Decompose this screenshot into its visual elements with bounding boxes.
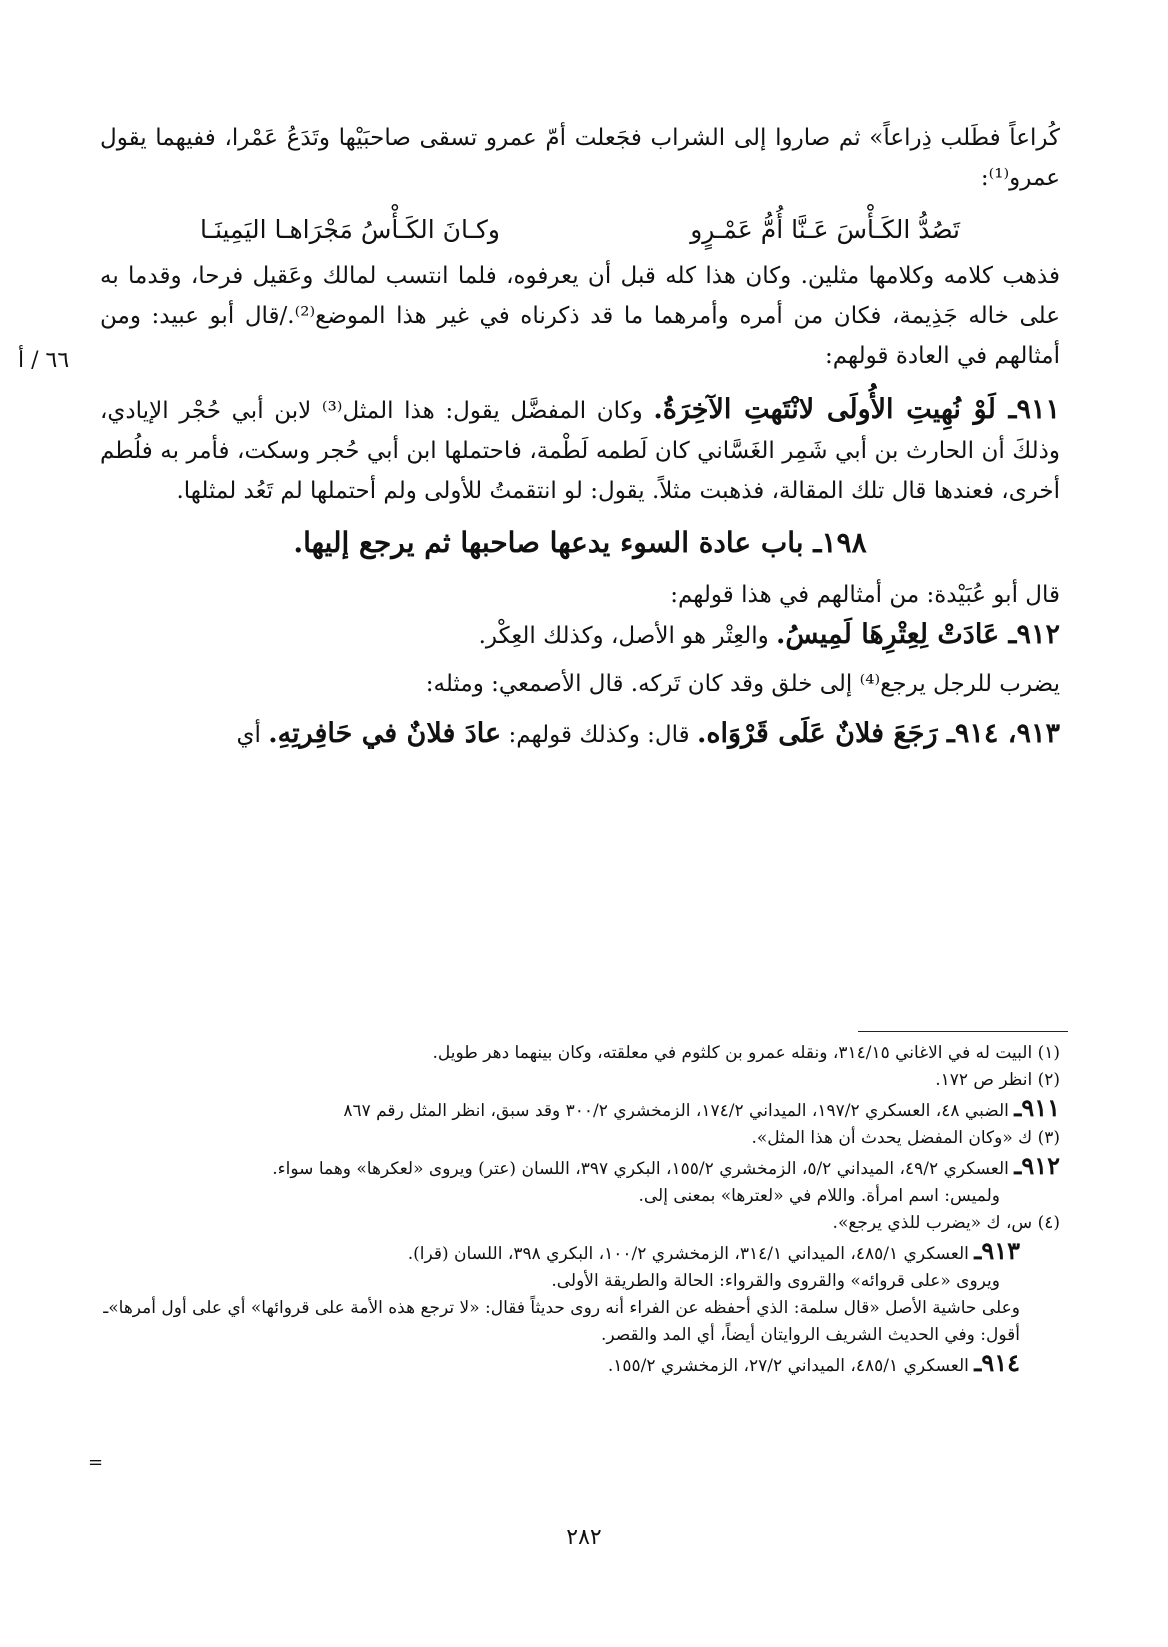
footnote-entry-number: ٩١٤ـ bbox=[974, 1348, 1020, 1377]
entry-912-text: والعِتْر هو الأصل، وكذلك العِكْر. bbox=[478, 623, 769, 649]
footnote-entry-text: العسكري ٤٨٥/١، الميداني ٣١٤/١، الزمخشري ١٠٠/٢، البكري ٣٩٨، اللسان (قرا). bbox=[407, 1244, 969, 1264]
footnote-continuation: ولميس: اسم امرأة. واللام في «لعترها» بمعنى إلى. bbox=[638, 1186, 1000, 1206]
footnote-entry-text: الضبي ٤٨، العسكري ١٩٧/٢، الميداني ١٧٤/٢، الزمخشري ٣٠٠/٢ وقد سبق، انظر المثل رقم ٨٦٧ bbox=[343, 1101, 1009, 1121]
margin-folio-note: ٦٦ / أ bbox=[18, 348, 70, 373]
entry-913-proverb: ٩١٣، ٩١٤ـ رَجَعَ فلانٌ عَلَى قَرْوَاه. bbox=[696, 718, 1060, 749]
footnote: (٤) س، ك «يضرب للذي يرجع». bbox=[832, 1213, 1060, 1233]
entry-913-914 bbox=[100, 714, 1060, 755]
continuation-mark: = bbox=[88, 1452, 104, 1473]
footnote-entry-text: العسكري ٤٩/٢، الميداني ٥/٢، الزمخشري ١٥٥/٢، البكري ٣٩٧، اللسان (عتر) ويروى «لعكرها» وهما سواء. bbox=[272, 1159, 1009, 1179]
footnote-entry bbox=[100, 1152, 1060, 1183]
entry-912-proverb: ٩١٢ـ عَادَتْ لِعِتْرِهَا لَمِيسُ. bbox=[776, 619, 1060, 650]
footnote-entry-number: ٩١١ـ bbox=[1014, 1093, 1060, 1122]
entry-913-text: قال: وكذلك قولهم: bbox=[508, 722, 690, 748]
entry-911-text: وكان المفضَّل يقول: هذا المثل⁽³⁾ لابن أبي حُجْر الإيادي، وذلكَ أن الحارث بن أبي شَمِر الغَسَّاني كان لَطمه لَطْمة، فاحتملها ابن أبي حُجر وسكت، فأمر به فلُطم أخرى، فعندها قال تلك المقالة، فذهبت مثلاً. يقول: لو انتقمتُ للأولى ولم أحتملها لم تَعُد لمثلها. bbox=[100, 398, 1060, 504]
poem-verse bbox=[200, 210, 960, 250]
paragraph-3: قال أبو عُبَيْدة: من أمثالهم في هذا قولهم: bbox=[670, 582, 1060, 608]
paragraph-1: كُراعاً فطَلب ذِراعاً» ثم صاروا إلى الشراب فجَعلت أمّ عمرو تسقى صاحبَيْها وتَدَعُ عَمْرا، ففيهما يقول عمرو⁽¹⁾: bbox=[100, 125, 1060, 191]
paragraph-2: فذهب كلامه وكلامها مثلين. وكان هذا كله قبل أن يعرفوه، فلما انتسب لمالك وعَقيل فرحا، وقدما به على خاله جَذِيمة، فكان من أمره وأمرهما ما قد ذكرناه في غير هذا الموضع⁽²⁾./قال أبو عبيد: ومن أمثالهم في العادة قولهم: bbox=[100, 263, 1061, 369]
verse-first-hemistich: تَصُدُّ الكَـأْسَ عَـنَّا أُمُّ عَمْـرٍو bbox=[690, 215, 960, 244]
footnote: (٢) انظر ص ١٧٢. bbox=[935, 1070, 1060, 1090]
footnote-divider bbox=[858, 1031, 1068, 1032]
footnote-entry bbox=[100, 1237, 1060, 1268]
paragraph-4: يضرب للرجل يرجع⁽⁴⁾ إلى خلق وقد كان تَركه. قال الأصمعي: ومثله: bbox=[425, 671, 1060, 697]
footnote-entry-number: ٩١٣ـ bbox=[974, 1236, 1020, 1265]
footnote: (٣) ك «وكان المفضل يحدث أن هذا المثل». bbox=[751, 1128, 1060, 1148]
entry-911-proverb: ٩١١ـ لَوْ نُهِيتِ الأُولَى لانْتَهتِ الآخِرَةُ. bbox=[653, 394, 1060, 425]
main-text bbox=[100, 118, 1060, 755]
footnotes bbox=[100, 1040, 1060, 1380]
footnote-entry-number: ٩١٢ـ bbox=[1014, 1151, 1060, 1180]
verse-second-hemistich: وكـانَ الكَـأْسُ مَجْرَاهـا اليَمِينَـا bbox=[200, 215, 500, 244]
footnote-continuation: ويروى «على قروائه» والقروى والقرواء: الحالة والطريقة الأولى. bbox=[551, 1271, 1000, 1291]
footnote-entry-text: العسكري ٤٨٥/١، الميداني ٢٧/٢، الزمخشري ١٥٥/٢. bbox=[607, 1356, 969, 1376]
page-number: ٢٨٢ bbox=[566, 1525, 602, 1550]
footnote-continuation: وعلى حاشية الأصل «قال سلمة: الذي أحفظه عن الفراء أنه روى حديثاً فقال: «لا ترجع هذه الأمة على قروائها» أي على أول أمرها»ـ أقول: وفي الحديث الشريف الروايتان أيضاً، أي المد والقصر. bbox=[103, 1298, 1020, 1345]
entry-914-proverb: عادَ فلانٌ في حَافِرتِهِ. bbox=[268, 718, 502, 749]
footnote-entry bbox=[100, 1349, 1060, 1380]
footnote-entry bbox=[100, 1094, 1060, 1125]
entry-912 bbox=[100, 615, 1060, 656]
chapter-heading: ١٩٨ـ باب عادة السوء يدعها صاحبها ثم يرجع إليها. bbox=[293, 526, 867, 559]
footnote: (١) البيت له في الاغاني ٣١٤/١٥، ونقله عمرو بن كلثوم في معلقته، وكان بينهما دهر طويل. bbox=[432, 1043, 1060, 1063]
entry-913-tail: أي bbox=[236, 722, 261, 748]
entry-911 bbox=[100, 390, 1060, 511]
